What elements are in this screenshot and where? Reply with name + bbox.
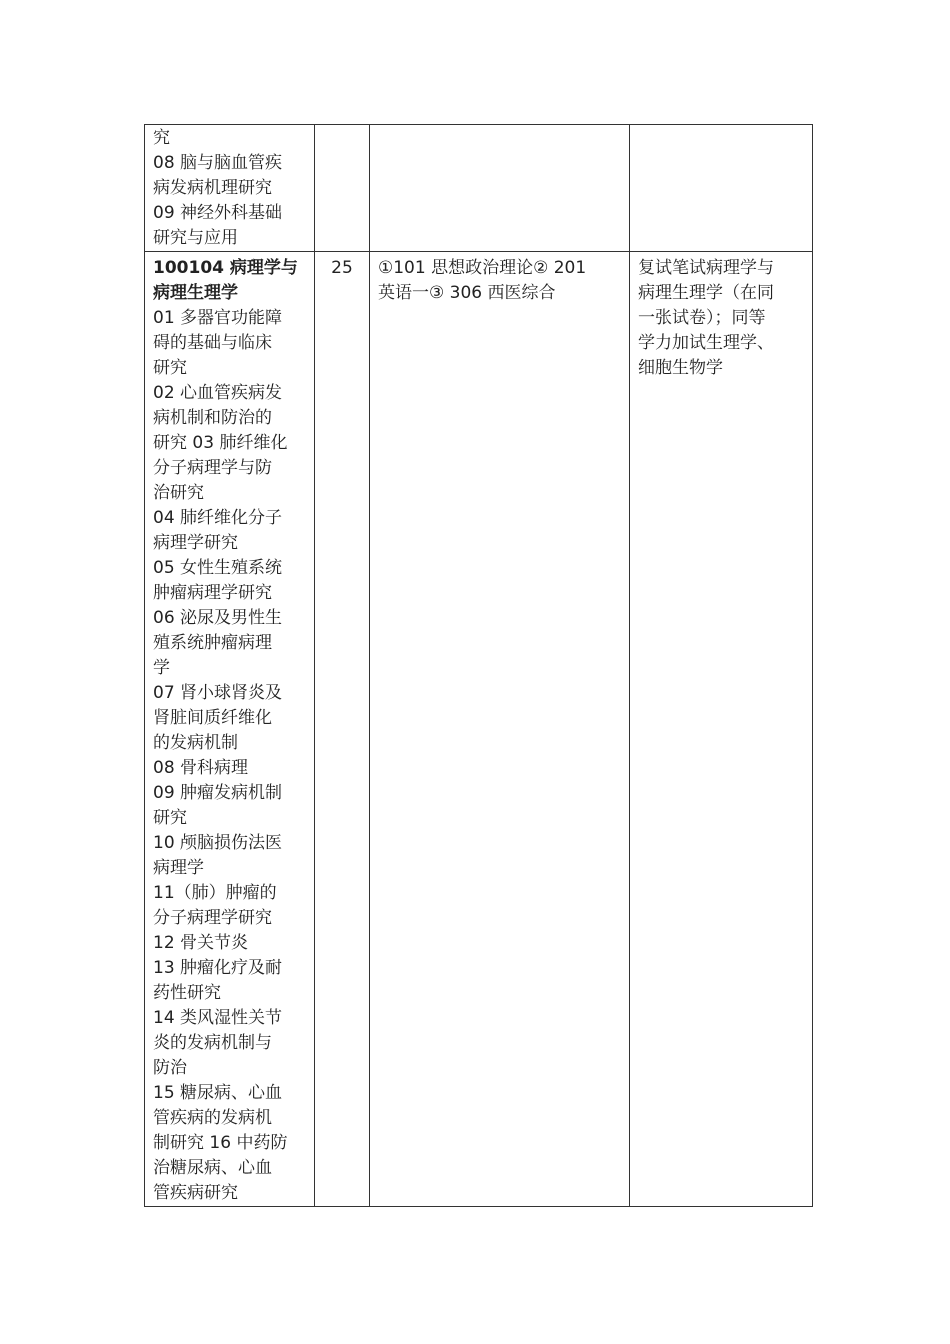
major-line: 肿瘤病理学研究: [153, 583, 272, 603]
notes-line: 一张试卷）；同等: [638, 308, 766, 328]
exam-subjects-cell: [370, 125, 630, 252]
major-line: 15 糖尿病、心血: [153, 1083, 283, 1103]
count-cell: [315, 252, 370, 1207]
major-line: 学: [153, 658, 170, 678]
major-line: 防治: [153, 1058, 187, 1078]
exam-subjects-cell: [370, 252, 630, 1207]
major-line: 治糖尿病、心血: [153, 1158, 272, 1178]
major-line: 13 肿瘤化疗及耐: [153, 958, 283, 978]
major-cell: [145, 125, 315, 252]
major-line: 分子病理学与防: [153, 458, 272, 478]
major-line: 14 类风湿性关节: [153, 1008, 283, 1028]
major-line: 病理学研究: [153, 533, 238, 553]
major-line: 研究 03 肺纤维化: [153, 433, 288, 453]
major-line: 殖系统肿瘤病理: [153, 633, 272, 653]
major-line: 11（肺）肿瘤的: [153, 883, 277, 903]
major-line: 05 女性生殖系统: [153, 558, 283, 578]
major-line: 研究: [153, 358, 187, 378]
table-row: [145, 125, 813, 252]
major-line: 06 泌尿及男性生: [153, 608, 283, 628]
major-line: 09 肿瘤发病机制: [153, 783, 283, 803]
major-cell: [145, 252, 315, 1207]
notes-line: 细胞生物学: [638, 358, 723, 378]
major-line: 肾脏间质纤维化: [153, 708, 272, 728]
major-line: 研究与应用: [153, 228, 238, 248]
major-line: 07 肾小球肾炎及: [153, 683, 283, 703]
major-line: 08 脑与脑血管疾: [153, 153, 283, 173]
notes-cell: [630, 252, 813, 1207]
major-title-line: 病理生理学: [153, 283, 238, 303]
enrollment-count: 25: [331, 258, 353, 278]
major-line: 究: [153, 128, 170, 148]
admissions-table: [144, 124, 813, 1207]
major-line: 治研究: [153, 483, 204, 503]
major-line: 12 骨关节炎: [153, 933, 249, 953]
notes-cell: [630, 125, 813, 252]
major-line: 04 肺纤维化分子: [153, 508, 283, 528]
major-line: 病机制和防治的: [153, 408, 272, 428]
count-cell: [315, 125, 370, 252]
major-line: 管疾病研究: [153, 1183, 238, 1203]
major-line: 制研究 16 中药防: [153, 1133, 288, 1153]
major-line: 02 心血管疾病发: [153, 383, 283, 403]
major-line: 碍的基础与临床: [153, 333, 272, 353]
major-line: 病理学: [153, 858, 204, 878]
major-line: 研究: [153, 808, 187, 828]
major-line: 10 颅脑损伤法医: [153, 833, 283, 853]
major-line: 炎的发病机制与: [153, 1033, 272, 1053]
major-line: 病发病机理研究: [153, 178, 272, 198]
major-line: 的发病机制: [153, 733, 238, 753]
exam-line: 英语一③ 306 西医综合: [378, 283, 556, 303]
major-line: 药性研究: [153, 983, 221, 1003]
notes-line: 病理生理学（在同: [638, 283, 774, 303]
major-line: 分子病理学研究: [153, 908, 272, 928]
major-line: 管疾病的发病机: [153, 1108, 272, 1128]
notes-line: 复试笔试病理学与: [638, 258, 774, 278]
table-row: [145, 252, 813, 1207]
major-line: 08 骨科病理: [153, 758, 249, 778]
major-title-line: 100104 病理学与: [153, 258, 298, 278]
notes-line: 学力加试生理学、: [638, 333, 774, 353]
major-line: 09 神经外科基础: [153, 203, 283, 223]
exam-line: ①101 思想政治理论② 201: [378, 258, 587, 278]
major-line: 01 多器官功能障: [153, 308, 283, 328]
